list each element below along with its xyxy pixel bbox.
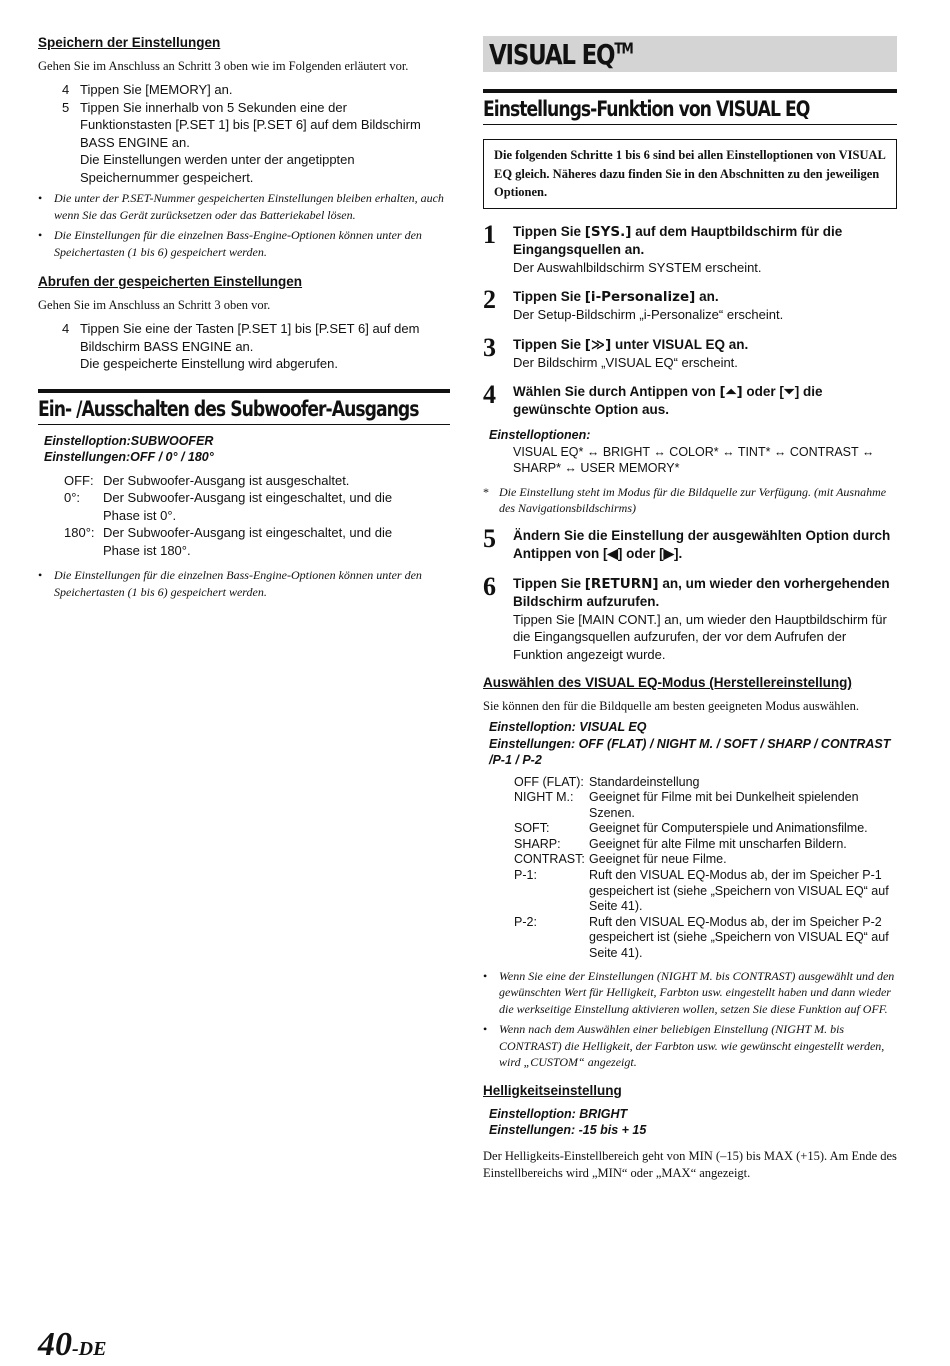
- definition-row: [64, 472, 450, 490]
- left-column: [38, 30, 450, 600]
- step-number: 4: [62, 82, 70, 97]
- step-description: Der Bildschirm „VISUAL EQ“ erscheint.: [513, 354, 738, 370]
- step-body: [513, 223, 897, 277]
- step-body: [513, 383, 897, 419]
- definition-line: Geeignet für Filme mit bei Dunkelheit spielenden: [589, 790, 859, 805]
- key-label: [⏶]: [719, 384, 743, 400]
- numbered-step: [62, 81, 450, 99]
- note-text: Wenn Sie eine der Einstellungen (NIGHT M. bis CONTRAST) ausgewählt und den gewünschten Wert für Helligkeit, Farbton usw. eingestellt haben und dann wieder die werkseitige Einstellung aktivieren wollen, setzen Sie diese Funktion auf OFF.: [499, 968, 895, 1016]
- step-number: 5: [62, 99, 70, 115]
- numbered-step: [62, 320, 450, 373]
- mode-intro: Sie können den für die Bildquelle am besten geeigneten Modus auswählen.: [483, 699, 859, 713]
- step-description: Der Auswahlbildschirm SYSTEM erscheint.: [513, 259, 762, 275]
- main-title-bar: [483, 36, 897, 72]
- steps-1-4: [483, 219, 897, 420]
- definition-term: NIGHT M.:: [514, 790, 574, 805]
- definition-row: [514, 915, 897, 962]
- definition-line: Ruft den VISUAL EQ-Modus ab, der im Speicher P-1: [589, 868, 882, 883]
- steps-5-6: [483, 523, 897, 664]
- definition-line: Der Subwoofer-Ausgang ist eingeschaltet, und die: [103, 490, 393, 505]
- brightness-option: Einstelloption: BRIGHT: [489, 1106, 628, 1121]
- key-label: [≫]: [584, 336, 612, 353]
- step-number: 1: [483, 219, 496, 249]
- definition-term: 180°:: [64, 525, 95, 540]
- definition-row: [514, 868, 897, 915]
- bullet: •: [38, 228, 43, 242]
- bullet: •: [38, 568, 43, 582]
- numbered-step: [62, 99, 450, 187]
- step-number: 6: [483, 571, 496, 601]
- definition-text: [103, 489, 392, 524]
- step-text: [80, 320, 450, 373]
- definition-text: [103, 472, 349, 490]
- save-steps: [38, 81, 450, 186]
- step-title: Tippen Sie [≫] unter VISUAL EQ an.: [513, 336, 749, 353]
- section-heading: Einstellungs-Funktion von VISUAL EQ: [483, 97, 810, 121]
- procedure-step: [483, 380, 897, 419]
- brightness-settings: Einstellungen: -15 bis + 15: [489, 1123, 647, 1138]
- recall-intro: Gehen Sie im Anschluss an Schritt 3 oben vor.: [38, 298, 271, 312]
- bullet: •: [38, 191, 43, 205]
- brightness-title: Helligkeitseinstellung: [483, 1082, 622, 1098]
- step-description: Der Setup-Bildschirm „i-Personalize“ erscheint.: [513, 307, 784, 322]
- asterisk-note-text: Die Einstellung steht im Modus für die Bildquelle zur Verfügung. (mit Ausnahme des Navigationsbildschirms): [499, 484, 887, 515]
- mode-option: Einstelloption: VISUAL EQ: [489, 720, 647, 734]
- brightness-text: Der Helligkeits-Einstellbereich geht von MIN (–15) bis MAX (+15). Am Ende des Einstellbereichs wird „MIN“ oder „MAX“ angezeigt.: [483, 1148, 897, 1180]
- note-text: Die Einstellungen für die einzelnen Bass-Engine-Optionen können unter den Speichertasten (1 bis 6) gespeichert werden.: [54, 568, 422, 599]
- mode-title: Auswählen des VISUAL EQ-Modus (Herstellereinstellung): [483, 675, 852, 690]
- step-title: Ändern Sie die Einstellung der ausgewählten Option durch Antippen von [◀] oder [▶].: [513, 527, 891, 561]
- definition-text: [589, 790, 859, 821]
- definition-line: Phase ist 0°.: [103, 507, 177, 523]
- definition-row: [514, 837, 897, 853]
- step-line: BASS ENGINE an.: [80, 134, 190, 150]
- definition-line: Szenen.: [589, 805, 635, 820]
- definition-line: gespeichert ist (siehe „Speichern von VISUAL EQ“ auf: [589, 930, 889, 945]
- note-item: [483, 968, 897, 1018]
- definition-text: [589, 868, 889, 915]
- procedure-step: [483, 571, 897, 664]
- definition-row: [514, 790, 897, 821]
- asterisk-note: [483, 484, 897, 517]
- subwoofer-note: [38, 567, 450, 600]
- definition-row: [64, 489, 450, 524]
- definition-row: [514, 821, 897, 837]
- definition-row: [64, 524, 450, 559]
- right-column: [483, 36, 897, 1188]
- step-title: Tippen Sie [i-Personalize] an.: [513, 289, 719, 305]
- options-line-1: VISUAL EQ* ↔ BRIGHT ↔ COLOR* ↔ TINT* ↔ CONTRAST ↔: [513, 444, 875, 459]
- save-intro: Gehen Sie im Anschluss an Schritt 3 oben wie im Folgenden erläutert vor.: [38, 59, 409, 73]
- subwoofer-option: Einstelloption:SUBWOOFER: [44, 433, 214, 448]
- step-body: [513, 575, 897, 664]
- definition-text: [103, 524, 392, 559]
- definition-line: Seite 41).: [589, 899, 643, 914]
- subwoofer-heading-block: [38, 389, 450, 425]
- page-number-suffix: -DE: [72, 1338, 107, 1360]
- mode-settings: Einstellungen: OFF (FLAT) / NIGHT M. / SOFT / SHARP / CONTRAST /P-1 / P-2: [489, 736, 891, 767]
- definition-text: [589, 775, 700, 791]
- definition-line: Der Subwoofer-Ausgang ist eingeschaltet, und die: [103, 525, 393, 540]
- step-line: Tippen Sie [MEMORY] an.: [80, 82, 233, 97]
- step-number: 4: [62, 321, 70, 336]
- options-block: [489, 427, 897, 476]
- note-item: [38, 227, 450, 260]
- definition-line: gespeichert ist (siehe „Speichern von VISUAL EQ“ auf: [589, 883, 889, 898]
- definition-line: Geeignet für alte Filme mit unscharfen Bildern.: [589, 836, 847, 851]
- definition-line: Seite 41).: [589, 946, 643, 961]
- section-title-recall: Abrufen der gespeicherten Einstellungen: [38, 274, 303, 289]
- step-text: [80, 81, 450, 99]
- definition-text: [589, 837, 847, 853]
- procedure-step: [483, 332, 897, 372]
- note-text: Die Einstellungen für die einzelnen Bass-Engine-Optionen können unter den Speichertasten (1 bis 6) gespeichert werden.: [54, 228, 422, 259]
- step-title: Wählen Sie durch Antippen von [⏶] oder [⏷] die gewünschte Option aus.: [513, 384, 823, 417]
- definition-line: Geeignet für neue Filme.: [589, 852, 727, 867]
- step-number: 4: [483, 380, 496, 409]
- definition-term: 0°:: [64, 490, 81, 505]
- definition-line: Der Subwoofer-Ausgang ist ausgeschaltet.: [103, 472, 350, 488]
- definition-line: Ruft den VISUAL EQ-Modus ab, der im Speicher P-2: [589, 914, 882, 929]
- save-notes: [38, 190, 450, 260]
- key-label: [SYS.]: [584, 223, 632, 240]
- bullet: •: [483, 1022, 488, 1037]
- step-line: Speichernummer gespeichert.: [80, 169, 254, 185]
- mode-notes: [483, 968, 897, 1071]
- definition-term: P-2:: [514, 914, 537, 929]
- definition-row: [514, 775, 897, 791]
- step-line: Die gespeicherte Einstellung wird abgerufen.: [80, 356, 338, 371]
- section-title-save: Speichern der Einstellungen: [38, 35, 221, 50]
- definition-text: [589, 821, 868, 837]
- note-text: Die unter der P.SET-Nummer gespeicherten Einstellungen bleiben erhalten, auch wenn Sie das Gerät zurücksetzen oder das Batteriekabel lösen.: [54, 191, 444, 222]
- note-text: Wenn nach dem Auswählen einer beliebigen Einstellung (NIGHT M. bis CONTRAST) die Helligkeit, der Farbton usw. wie gewünscht eingestellt werden, wird „CUSTOM“ angezeigt.: [499, 1022, 885, 1070]
- definition-line: Phase ist 180°.: [103, 542, 191, 558]
- subwoofer-heading: Ein- /Ausschalten des Subwoofer-Ausgangs: [38, 396, 419, 421]
- step-line: Tippen Sie innerhalb von 5 Sekunden eine der: [80, 99, 347, 115]
- recall-steps: [38, 320, 450, 373]
- step-line: Bildschirm BASS ENGINE an.: [80, 338, 254, 354]
- subwoofer-settings: Einstellungen:OFF / 0° / 180°: [44, 450, 214, 464]
- definition-line: Geeignet für Computerspiele und Animationsfilme.: [589, 821, 868, 836]
- definition-term: OFF (FLAT):: [514, 774, 584, 789]
- step-line: Tippen Sie eine der Tasten [P.SET 1] bis [P.SET 6] auf dem: [80, 321, 420, 336]
- step-number: 2: [483, 285, 496, 314]
- definition-term: P-1:: [514, 868, 537, 883]
- step-description: Tippen Sie [MAIN CONT.] an, um wieder den Hauptbildschirm für die Eingangsquellen aufzurufen, der vor dem Aufrufen der Funktion angezeigt wurde.: [513, 611, 887, 662]
- definition-line: Standardeinstellung: [589, 774, 700, 789]
- step-title: Tippen Sie [SYS.] auf dem Hauptbildschirm für die Eingangsquellen an.: [513, 223, 843, 257]
- step-text: [80, 99, 450, 187]
- note-item: [38, 190, 450, 223]
- step-body: [513, 288, 783, 324]
- step-line: Funktionstasten [P.SET 1] bis [P.SET 6] auf dem Bildschirm: [80, 117, 421, 132]
- section-heading-block: [483, 89, 897, 125]
- step-body: [513, 336, 748, 372]
- info-box: Die folgenden Schritte 1 bis 6 sind bei allen Einstelloptionen von VISUAL EQ gleich. Näheres dazu finden Sie in den Abschnitten zu den jeweiligen Optionen.: [483, 139, 897, 209]
- step-number: 3: [483, 332, 496, 362]
- options-line-2: SHARP* ↔ USER MEMORY*: [513, 460, 680, 475]
- mode-definitions: [514, 775, 897, 962]
- page-number: [38, 1326, 106, 1364]
- definition-term: SOFT:: [514, 821, 550, 836]
- page-number-value: 40: [38, 1326, 72, 1363]
- step-title: Tippen Sie [RETURN] an, um wieder den vorhergehenden Bildschirm aufzurufen.: [513, 575, 890, 609]
- key-label: [RETURN]: [584, 575, 659, 592]
- bullet: •: [483, 968, 488, 983]
- definition-text: [589, 852, 727, 868]
- key-label: [i-Personalize]: [584, 289, 696, 305]
- subwoofer-definitions: [64, 472, 450, 560]
- definition-term: SHARP:: [514, 836, 561, 851]
- definition-term: OFF:: [64, 472, 94, 488]
- definition-term: CONTRAST:: [514, 852, 585, 867]
- asterisk: *: [483, 484, 489, 499]
- note-item: [483, 1021, 897, 1071]
- step-number: 5: [483, 523, 496, 553]
- step-line: Die Einstellungen werden unter der angetippten: [80, 152, 355, 167]
- options-label: Einstelloptionen:: [489, 428, 591, 442]
- main-title: VISUAL EQ™: [489, 37, 633, 71]
- definition-row: [514, 852, 897, 868]
- procedure-step: [483, 285, 897, 324]
- step-body: [513, 527, 897, 563]
- procedure-step: [483, 523, 897, 563]
- definition-text: [589, 915, 889, 962]
- procedure-step: [483, 219, 897, 277]
